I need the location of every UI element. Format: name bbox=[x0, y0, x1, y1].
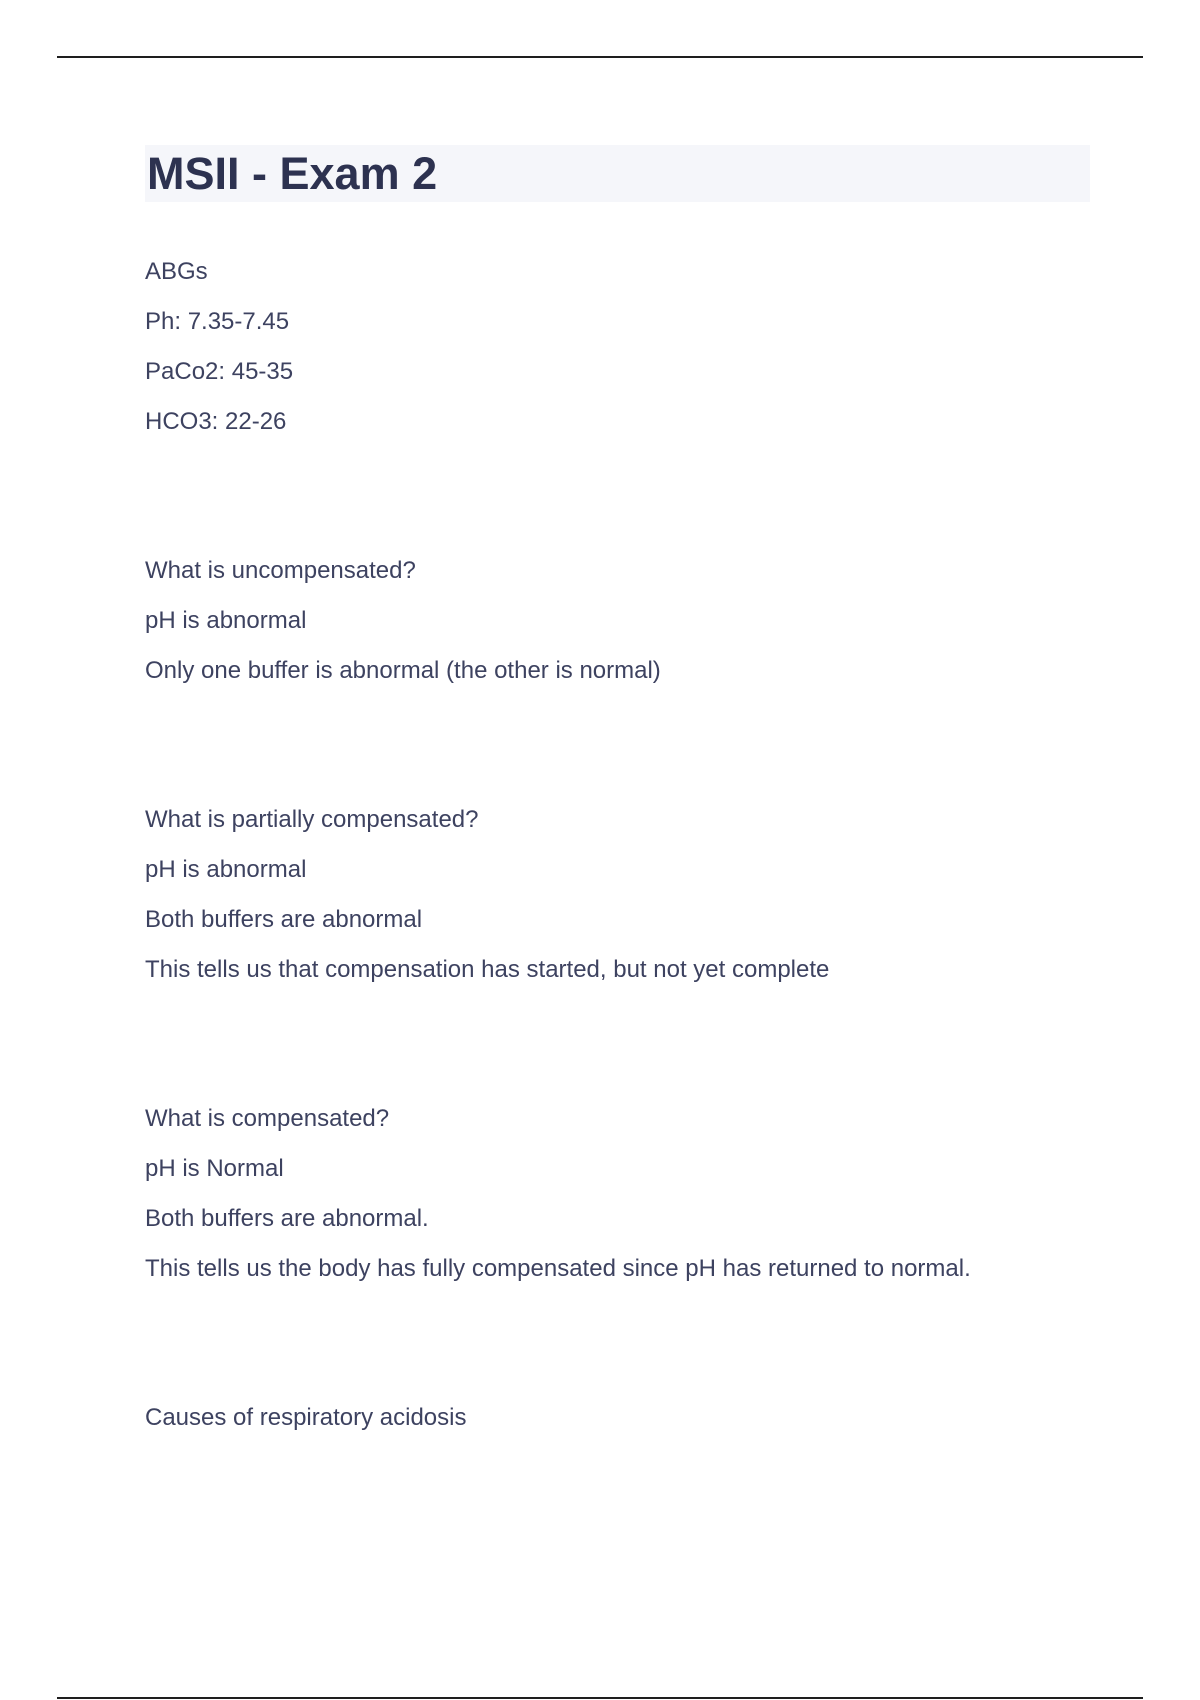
top-rule bbox=[57, 56, 1143, 58]
section-heading: ABGs bbox=[145, 258, 208, 285]
question-line: What is uncompensated? bbox=[145, 557, 416, 584]
question-line: What is compensated? bbox=[145, 1105, 390, 1132]
section-partially-compensated bbox=[145, 795, 1090, 995]
question-line: What is partially compensated? bbox=[145, 806, 479, 833]
text-line: pH is abnormal bbox=[145, 607, 307, 634]
text-line: Ph: 7.35-7.45 bbox=[145, 308, 290, 335]
title-band bbox=[145, 145, 1090, 202]
text-line: PaCo2: 45-35 bbox=[145, 358, 294, 385]
text-line: This tells us that compensation has started, but not yet complete bbox=[145, 956, 830, 983]
text-line: This tells us the body has fully compensated since pH has returned to normal. bbox=[145, 1255, 971, 1282]
text-line: Both buffers are abnormal bbox=[145, 906, 423, 933]
question-line: Causes of respiratory acidosis bbox=[145, 1404, 467, 1431]
text-line: Only one buffer is abnormal (the other is normal) bbox=[145, 657, 661, 684]
document-body bbox=[145, 145, 1090, 1443]
text-line: HCO3: 22-26 bbox=[145, 408, 287, 435]
page-title: MSII - Exam 2 bbox=[147, 148, 438, 199]
section-compensated bbox=[145, 1094, 1090, 1294]
text-line: pH is abnormal bbox=[145, 856, 307, 883]
section-abgs bbox=[145, 247, 1090, 447]
text-line: pH is Normal bbox=[145, 1155, 284, 1182]
section-uncompensated bbox=[145, 546, 1090, 696]
section-respiratory-acidosis bbox=[145, 1393, 1090, 1443]
bottom-rule bbox=[57, 1697, 1143, 1699]
text-line: Both buffers are abnormal. bbox=[145, 1205, 429, 1232]
